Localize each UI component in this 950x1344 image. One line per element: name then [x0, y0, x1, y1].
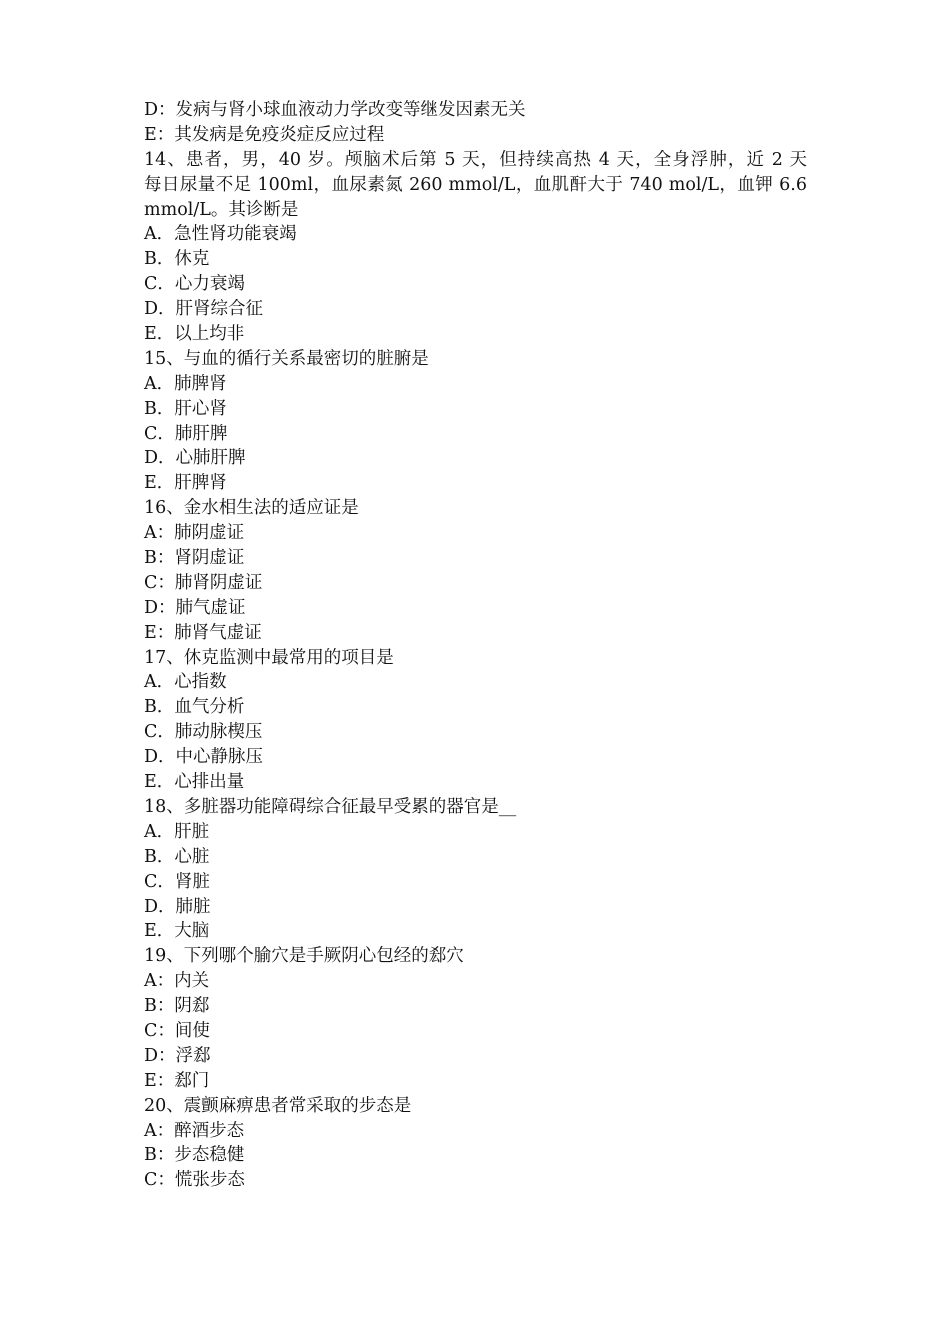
question-19-stem: 19、下列哪个腧穴是手厥阴心包经的郄穴 — [144, 946, 464, 967]
question-18-option-b: B．心脏 — [144, 846, 210, 867]
question-16-stem: 16、金水相生法的适应证是 — [144, 498, 359, 519]
question-20-option-c: C：慌张步态 — [144, 1170, 245, 1191]
question-14-option-a: A．急性肾功能衰竭 — [144, 224, 297, 245]
question-16-option-e: E：肺肾气虚证 — [144, 622, 262, 643]
question-18-option-e: E．大脑 — [144, 921, 210, 942]
question-18-stem: 18、多脏器功能障碍综合征最早受累的器官是__ — [144, 796, 517, 817]
question-14-option-c: C．心力衰竭 — [144, 274, 245, 295]
question-19-option-b: B：阴郄 — [144, 996, 210, 1017]
question-17-option-d: D．中心静脉压 — [144, 747, 264, 768]
question-18-option-d: D．肺脏 — [144, 896, 211, 917]
question-18-option-a: A．肝脏 — [144, 821, 210, 842]
question-16-option-c: C：肺肾阴虚证 — [144, 572, 263, 593]
question-19-option-c: C：间使 — [144, 1020, 210, 1041]
option-line: E：其发病是免疫炎症反应过程 — [144, 124, 385, 145]
question-20-option-b: B：步态稳健 — [144, 1145, 245, 1166]
question-16-option-d: D：肺气虚证 — [144, 597, 246, 618]
question-20-option-a: A：醉酒步态 — [144, 1120, 245, 1141]
question-15-option-b: B．肝心肾 — [144, 398, 227, 419]
question-19-option-e: E：郄门 — [144, 1070, 210, 1091]
question-17-option-e: E．心排出量 — [144, 772, 245, 793]
question-14-stem-line-1: 14、患者，男，40 岁。颅脑术后第 5 天，但持续高热 4 天，全身浮肿，近 2 天 — [144, 149, 807, 170]
document-text — [144, 98, 807, 1193]
question-14-stem-line-3: mmol/L。其诊断是 — [144, 199, 299, 220]
question-15-stem: 15、与血的循行关系最密切的脏腑是 — [144, 348, 429, 369]
question-17-option-c: C．肺动脉楔压 — [144, 722, 263, 743]
question-19-option-d: D：浮郄 — [144, 1045, 211, 1066]
question-14-stem-line-2: 每日尿量不足 100ml，血尿素氮 260 mmol/L，血肌酐大于 740 mol/L，血钾 6.6 — [144, 174, 807, 195]
question-20-stem: 20、震颤麻痹患者常采取的步态是 — [144, 1095, 412, 1116]
question-18-option-c: C．肾脏 — [144, 871, 210, 892]
question-17-stem: 17、休克监测中最常用的项目是 — [144, 647, 394, 668]
question-15-option-c: C．肺肝脾 — [144, 423, 228, 444]
question-16-option-a: A：肺阴虚证 — [144, 523, 245, 544]
question-19-option-a: A：内关 — [144, 971, 210, 992]
question-15-option-a: A．肺脾肾 — [144, 373, 227, 394]
question-14-option-e: E．以上均非 — [144, 324, 245, 345]
question-16-option-b: B：肾阴虚证 — [144, 548, 245, 569]
question-17-option-a: A．心指数 — [144, 672, 227, 693]
question-17-option-b: B．血气分析 — [144, 697, 245, 718]
option-line: D：发病与肾小球血液动力学改变等继发因素无关 — [144, 100, 526, 120]
question-14-option-d: D．肝肾综合征 — [144, 299, 264, 320]
question-14-option-b: B．休克 — [144, 249, 210, 270]
question-15-option-d: D．心肺肝脾 — [144, 448, 246, 469]
question-15-option-e: E．肝脾肾 — [144, 473, 227, 494]
